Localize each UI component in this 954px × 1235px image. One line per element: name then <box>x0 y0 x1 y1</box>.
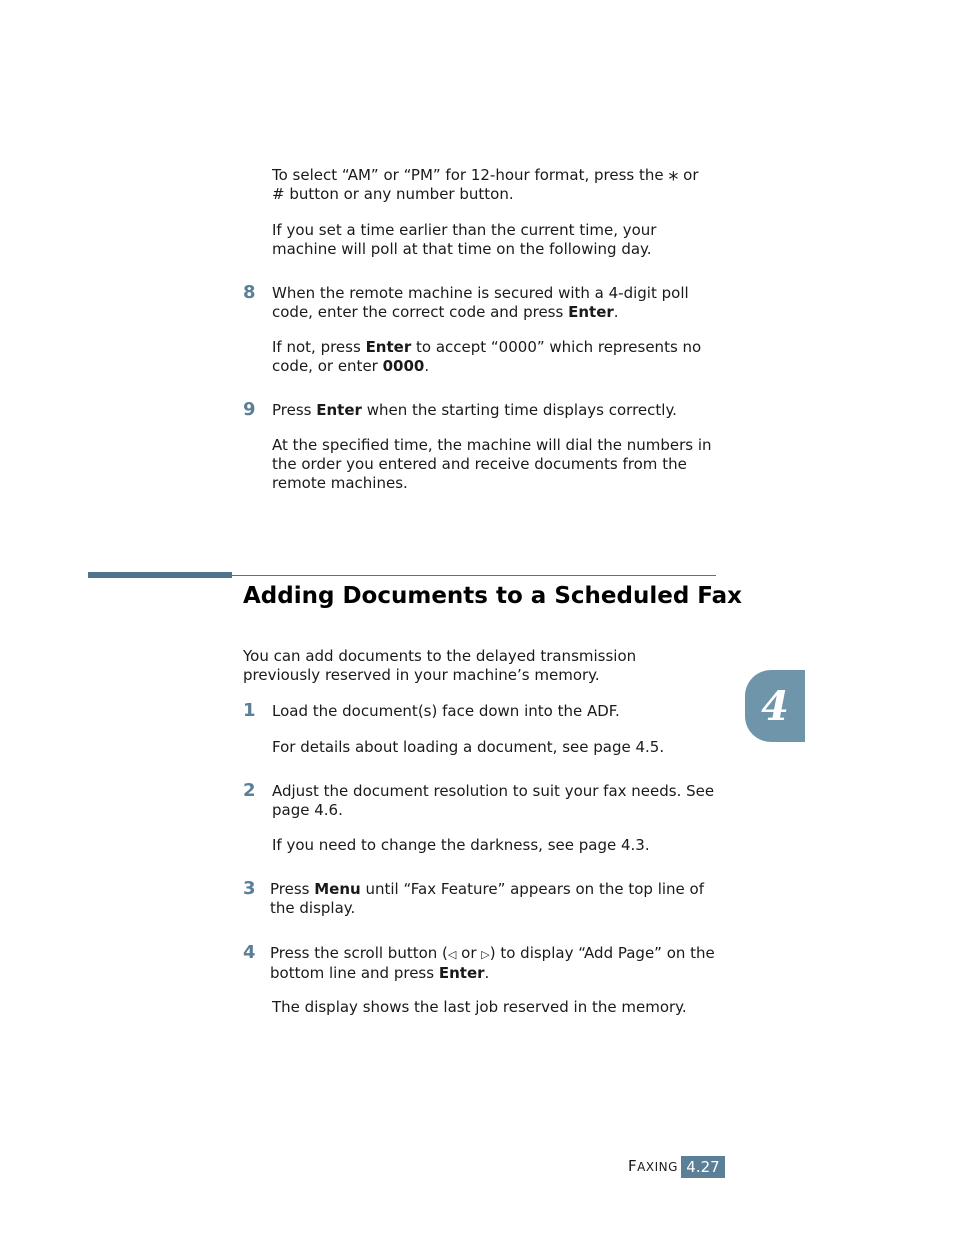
text: to accept “0000” which represents no code, or enter <box>272 338 702 375</box>
step-number: 2 <box>243 780 256 801</box>
key-label: Enter <box>365 338 412 356</box>
step-number: 4 <box>243 942 256 963</box>
text: . <box>613 303 619 321</box>
step-3-text <box>270 880 715 918</box>
text: or <box>456 944 482 962</box>
text: F <box>628 1157 638 1175</box>
text: . <box>484 964 490 982</box>
key-label: Menu <box>314 880 361 898</box>
page-number: 4.27 <box>681 1156 725 1178</box>
step-1-text: Load the document(s) face down into the ADF. <box>272 702 620 720</box>
section-rule-thick <box>88 572 232 578</box>
chapter-number: 4 <box>761 682 789 730</box>
step-2-subtext: If you need to change the darkness, see page 4.3. <box>272 836 650 854</box>
step-9-subtext: At the specified time, the machine will dial the numbers in the order you entered and receive documents from the remote machines. <box>272 436 712 492</box>
key-label: Enter <box>316 401 362 419</box>
step-9-text <box>272 401 712 420</box>
chapter-tab <box>745 670 805 742</box>
text: when the starting time displays correctly. <box>361 401 677 419</box>
paragraph-earlier-time: If you set a time earlier than the current time, your machine will poll at that time on the following day. <box>272 221 657 258</box>
step-number: 3 <box>243 878 256 899</box>
section-intro: You can add documents to the delayed transmission previously reserved in your machine’s memory. <box>243 647 637 684</box>
step-number: 8 <box>243 282 256 303</box>
text: AXING <box>637 1160 678 1174</box>
text: To select “AM” or “PM” for 12-hour format, press the <box>272 166 669 184</box>
text: If not, press <box>272 338 366 356</box>
hash-key-icon: # <box>272 185 285 203</box>
text: until “Fax Feature” appears on the top line of the display. <box>270 880 704 917</box>
scroll-right-icon: ▷ <box>481 948 490 961</box>
footer-section-label <box>628 1157 678 1175</box>
text: button or any number button. <box>284 185 514 203</box>
step-4-subtext: The display shows the last job reserved in the memory. <box>272 998 687 1016</box>
text: Press <box>270 880 315 898</box>
text: Press the scroll button ( <box>270 944 448 962</box>
code-label: 0000 <box>382 357 425 375</box>
step-2-text: Adjust the document resolution to suit your fax needs. See page 4.6. <box>272 782 715 819</box>
text: ) to display “Add Page” on the bottom line and press <box>270 944 715 982</box>
step-number: 9 <box>243 399 256 420</box>
text: . <box>424 357 430 375</box>
key-label: Enter <box>568 303 614 321</box>
scroll-left-icon: ◁ <box>447 948 457 961</box>
section-title: Adding Documents to a Scheduled Fax <box>243 583 743 609</box>
step-8-text <box>272 284 712 322</box>
step-8-subtext <box>272 338 712 376</box>
text: When the remote machine is secured with a 4-digit poll code, enter the correct code and press <box>272 284 689 321</box>
section-rule-thin <box>232 575 716 576</box>
step-1-subtext: For details about loading a document, see page 4.5. <box>272 738 665 756</box>
paragraph-ampm <box>272 161 722 204</box>
step-4-text <box>270 944 715 983</box>
text: or <box>678 166 699 184</box>
star-key-icon: ⁎ <box>668 161 679 185</box>
step-number: 1 <box>243 700 256 721</box>
key-label: Enter <box>438 964 485 982</box>
text: Press <box>272 401 317 419</box>
